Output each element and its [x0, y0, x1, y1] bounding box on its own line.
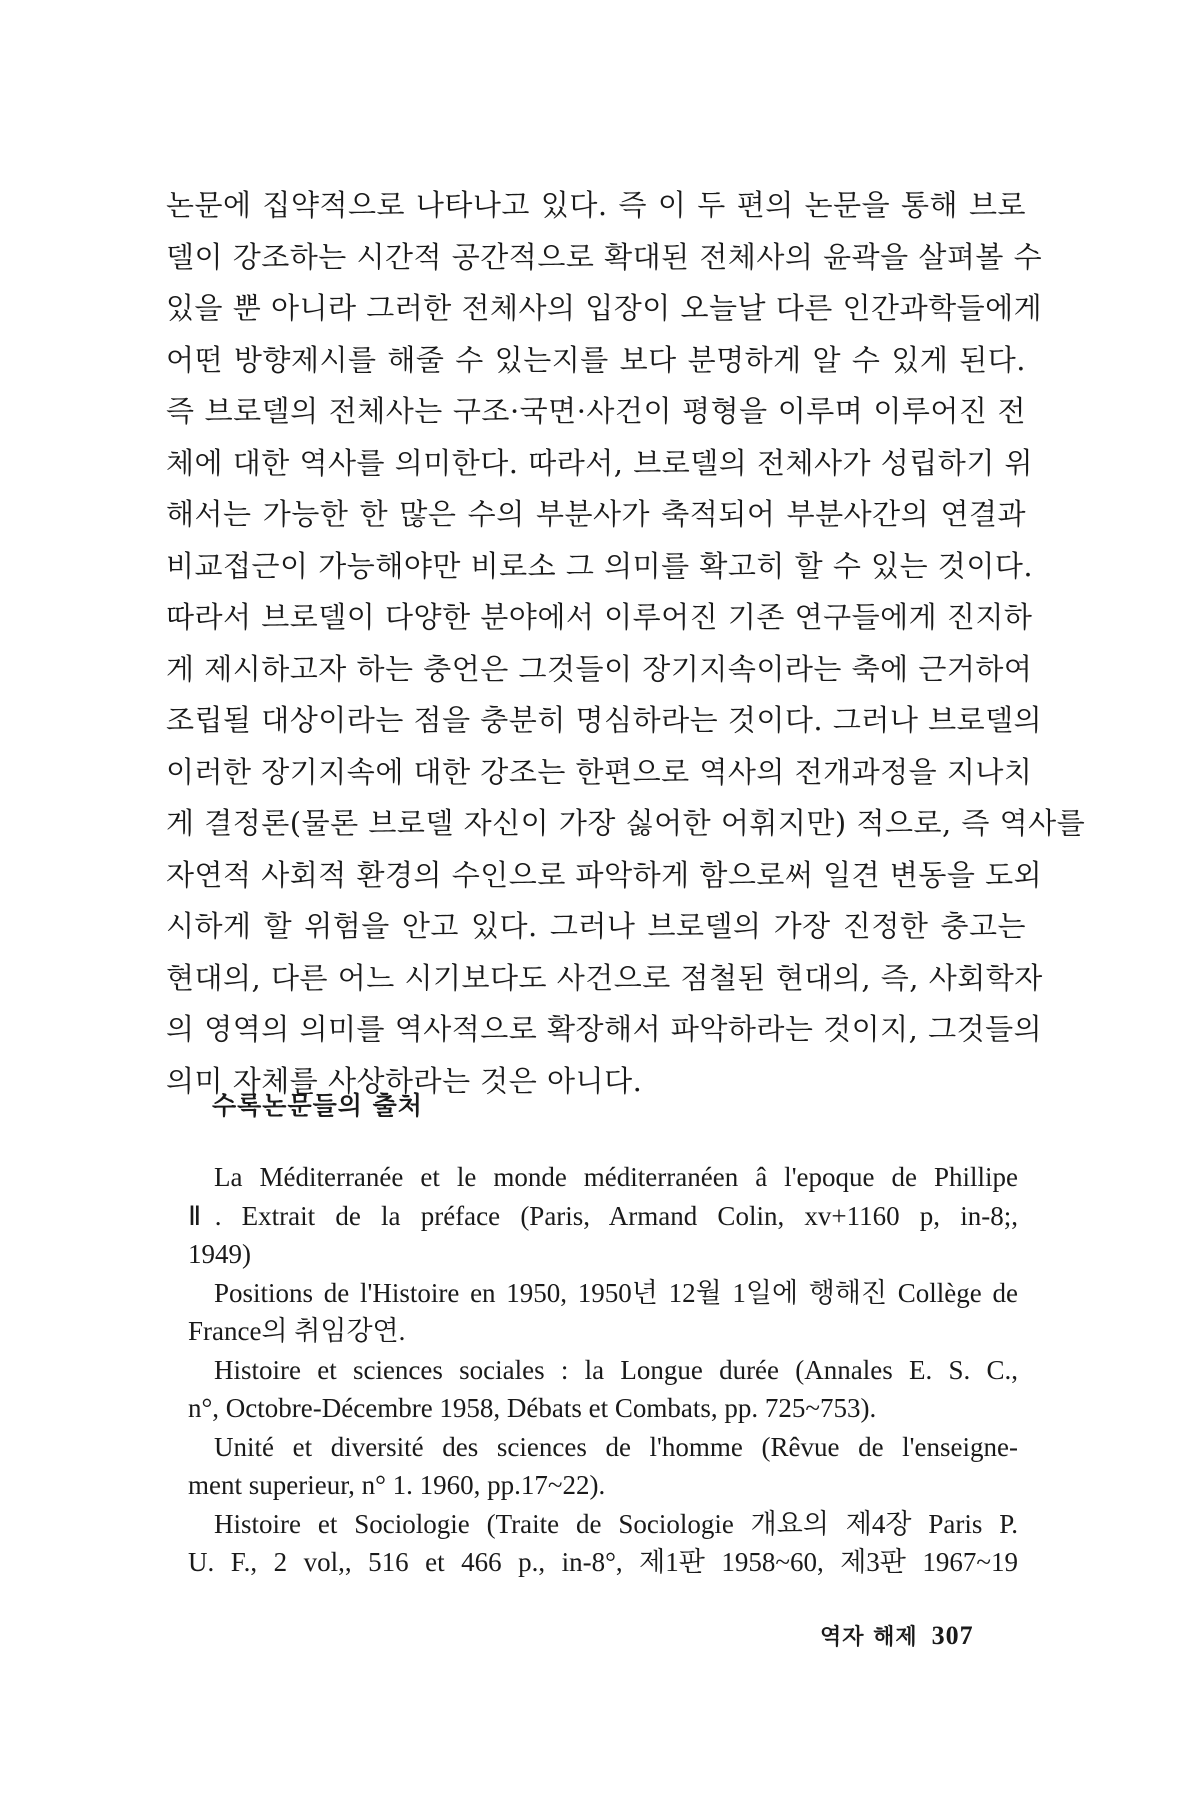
source-line: Unité et diversité des sciences de l'homme (Rêvue de l'enseigne-: [214, 1431, 1018, 1462]
page-footer: [820, 1620, 974, 1651]
body-line: 논문에 집약적으로 나타나고 있다. 즉 이 두 편의 논문을 통해 브로: [166, 188, 1026, 222]
body-line: 델이 강조하는 시간적 공간적으로 확대된 전체사의 윤곽을 살펴볼 수: [166, 239, 1043, 274]
source-line: 1949): [188, 1239, 251, 1269]
body-line: 체에 대한 역사를 의미한다. 따라서, 브로델의 전체사가 성립하기 위: [166, 445, 1034, 480]
source-entry: [188, 1428, 1018, 1505]
body-line: 이러한 장기지속에 대한 강조는 한편으로 역사의 전개과정을 지나치: [166, 754, 1033, 789]
body-line: 조립될 대상이라는 점을 충분히 명심하라는 것이다. 그러나 브로델의: [166, 703, 1043, 737]
source-line: n°, Octobre-Décembre 1958, Débats et Combats, pp. 725~753).: [188, 1393, 877, 1423]
body-line: 해서는 가능한 한 많은 수의 부분사가 축적되어 부분사간의 연결과: [166, 497, 1026, 531]
page-number: 307: [931, 1621, 974, 1650]
body-line: 게 제시하고자 하는 충언은 그것들이 장기지속이라는 축에 근거하여: [166, 651, 1033, 686]
body-line: 어떤 방향제시를 해줄 수 있는지를 보다 분명하게 알 수 있게 된다.: [166, 342, 1026, 377]
body-line: 있을 뿐 아니라 그러한 전체사의 입장이 오늘날 다른 인간과학들에게: [166, 291, 1043, 325]
body-line: 의 영역의 의미를 역사적으로 확장해서 파악하라는 것이지, 그것들의: [166, 1012, 1043, 1046]
body-line: 의미 자체를 사상하라는 것은 아니다.: [166, 1063, 643, 1098]
body-line: 현대의, 다른 어느 시기보다도 사건으로 점철된 현대의, 즉, 사회학자: [166, 960, 1043, 995]
source-entry: [188, 1505, 1018, 1582]
section-heading: 수록논문들의 출처: [212, 1091, 423, 1120]
body-text: [166, 180, 1086, 1107]
source-line: ment superieur, n° 1. 1960, pp.17~22).: [188, 1470, 606, 1500]
sources-list: [188, 1158, 1018, 1582]
running-footer-label: 역자 해제: [820, 1625, 918, 1650]
body-line: 비교접근이 가능해야만 비로소 그 의미를 확고히 할 수 있는 것이다.: [166, 548, 1034, 583]
source-line: La Méditerranée et le monde méditerranéen â l'epoque de Phillipe: [214, 1162, 1018, 1192]
source-line: Histoire et Sociologie (Traite de Sociologie 개요의 제4장 Paris P.: [214, 1508, 1018, 1539]
body-line: 게 결정론(물론 브로델 자신이 가장 싫어한 어휘지만) 적으로, 즉 역사를: [166, 806, 1086, 840]
source-entry: [188, 1158, 1018, 1274]
body-line: 자연적 사회적 환경의 수인으로 파악하게 함으로써 일견 변동을 도외: [166, 857, 1043, 892]
source-line: Ⅱ. Extrait de la préface (Paris, Armand Colin, xv+1160 p, in-8;,: [188, 1200, 1018, 1231]
body-line: 따라서 브로델이 다양한 분야에서 이루어진 기존 연구들에게 진지하: [166, 600, 1033, 634]
source-line: Histoire et sciences sociales : la Longue durée (Annales E. S. C.,: [214, 1354, 1018, 1385]
source-entry: [188, 1351, 1018, 1428]
source-line: France의 취임강연.: [188, 1316, 406, 1346]
body-line: 즉 브로델의 전체사는 구조·국면·사건이 평형을 이루며 이루어진 전: [166, 394, 1026, 428]
source-line: U. F., 2 vol,, 516 et 466 p., in-8°, 제1판 1958~60, 제3판 1967~19: [188, 1547, 1018, 1577]
source-entry: [188, 1274, 1018, 1351]
body-line: 시하게 할 위험을 안고 있다. 그러나 브로델의 가장 진정한 충고는: [166, 909, 1026, 943]
source-line: Positions de l'Histoire en 1950, 1950년 12월 1일에 행해진 Collège de: [214, 1277, 1018, 1308]
